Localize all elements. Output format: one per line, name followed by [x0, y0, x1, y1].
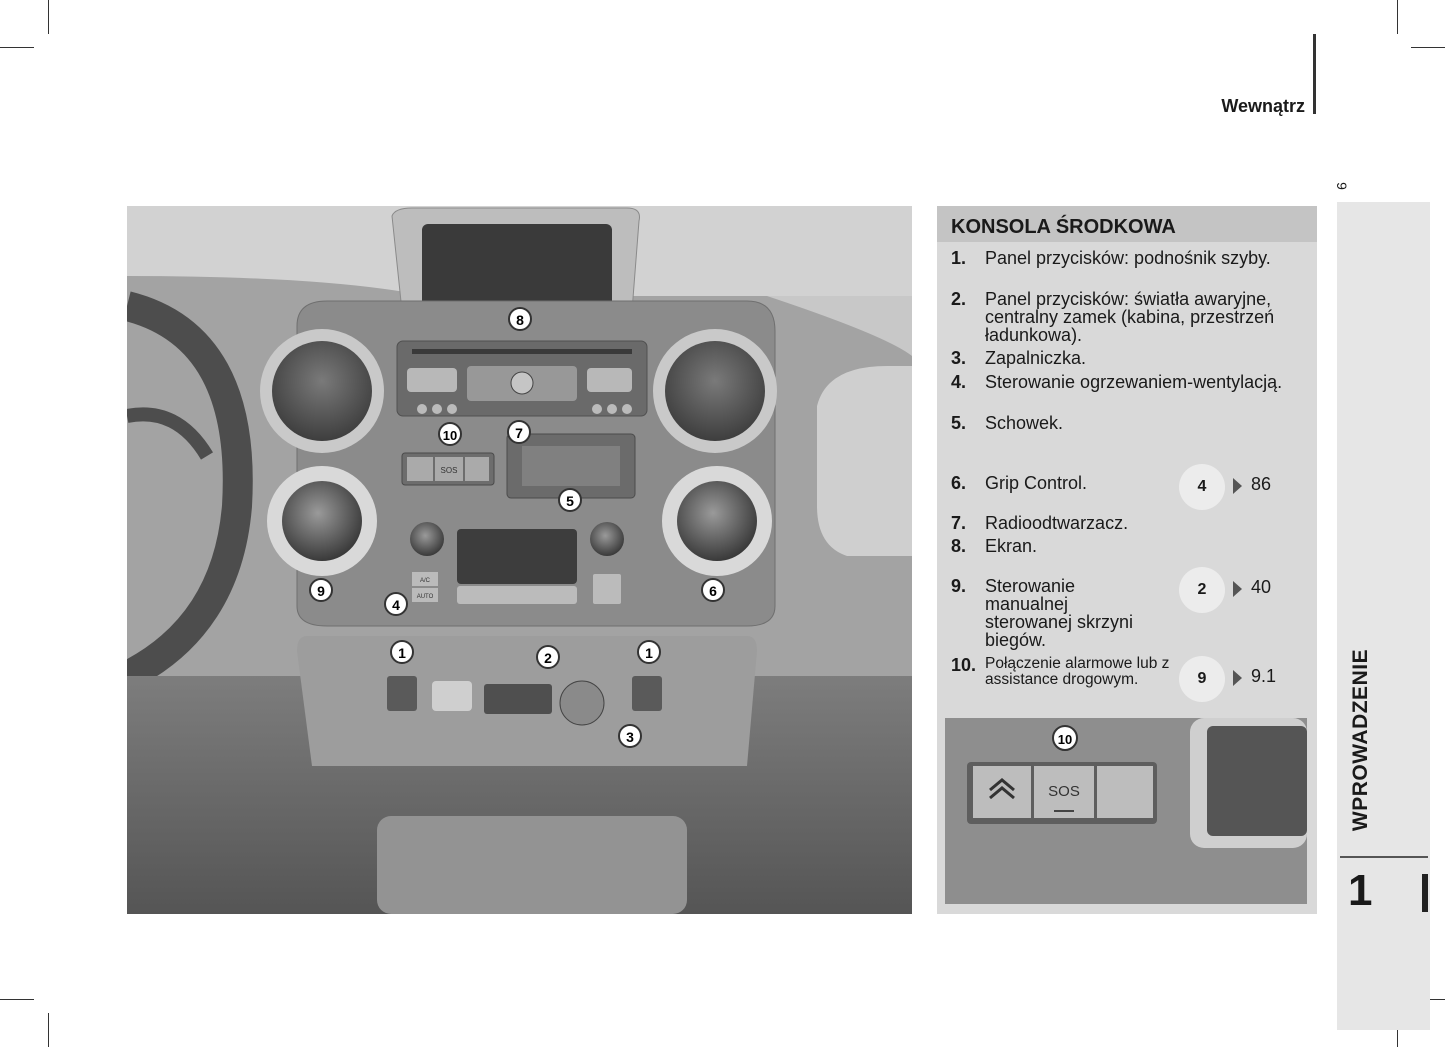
svg-text:2: 2 — [544, 650, 552, 666]
page-reference[interactable] — [1179, 656, 1299, 706]
crop-mark — [0, 999, 34, 1000]
page-number: 9 — [1333, 182, 1350, 190]
svg-text:5: 5 — [566, 493, 574, 509]
crop-mark — [1397, 0, 1398, 34]
auto-button-label: AUTO — [416, 594, 434, 600]
crop-mark — [48, 1013, 49, 1047]
console-drawing — [127, 206, 912, 914]
chapter-number: 1 — [1348, 866, 1373, 915]
arrow-right-icon — [1233, 478, 1242, 494]
svg-text:8: 8 — [516, 312, 524, 328]
svg-text:4: 4 — [392, 597, 400, 613]
ac-button-label: A/C — [419, 578, 431, 584]
svg-text:1: 1 — [645, 645, 653, 661]
callout-9 — [310, 579, 332, 601]
callout-1-left — [391, 641, 413, 663]
crop-mark — [0, 47, 34, 48]
callout-2 — [537, 646, 559, 668]
chapter-badge: 9 — [1179, 656, 1225, 702]
page-header-title: Wewnątrz — [1221, 96, 1305, 116]
svg-text:9: 9 — [317, 583, 325, 599]
callout-5 — [559, 489, 581, 511]
page-reference[interactable] — [1179, 567, 1299, 617]
crop-mark — [48, 0, 49, 34]
section-title: KONSOLA ŚRODKOWA — [937, 206, 1317, 242]
reference-page: 40 — [1251, 577, 1272, 597]
sos-detail-drawing — [945, 718, 1307, 904]
callout-1-right — [638, 641, 660, 663]
sos-label: SOS — [1048, 783, 1080, 800]
chapter-marker-bar — [1422, 874, 1428, 912]
sos-detail-illustration — [937, 714, 1317, 914]
chapter-badge: 4 — [1179, 464, 1225, 510]
sos-button-label: SOS — [440, 466, 458, 475]
arrow-right-icon — [1233, 581, 1242, 597]
reference-page: 9.1 — [1251, 666, 1277, 686]
callout-10-detail — [1053, 726, 1077, 750]
svg-text:10: 10 — [442, 428, 458, 443]
sos-detail-frame — [945, 718, 1307, 904]
callout-10 — [439, 423, 461, 445]
callout-7 — [508, 421, 530, 443]
svg-text:7: 7 — [515, 425, 523, 441]
svg-text:1: 1 — [398, 645, 406, 661]
arrow-right-icon — [1233, 670, 1242, 686]
chapter-badge: 2 — [1179, 567, 1225, 613]
reference-page: 86 — [1251, 474, 1272, 494]
svg-text:10: 10 — [1057, 732, 1073, 747]
callout-4 — [385, 593, 407, 615]
chapter-rule — [1340, 856, 1428, 858]
svg-text:6: 6 — [709, 583, 717, 599]
callout-3 — [619, 725, 641, 747]
callout-6 — [702, 579, 724, 601]
svg-text:3: 3 — [626, 729, 634, 745]
chapter-tab-label: WPROWADZENIE — [1349, 648, 1372, 832]
crop-mark — [1411, 47, 1445, 48]
header-rule — [1313, 34, 1316, 114]
callout-8 — [509, 308, 531, 330]
center-console-illustration — [127, 206, 912, 914]
page-reference[interactable] — [1179, 464, 1299, 514]
center-console-info-panel: KONSOLA ŚRODKOWA 1. Panel przycisków: podnośnik szyby. 2. Panel przycisków: światła awaryjne, centralny zamek (kabina, przestrzeń ładunkowa). 3. Zapalniczka. 4. Sterowanie ogrzewaniem-wentylacją. 5. Schowek. 6. Grip Control. 7. Radioodtwarzacz. 8. Ekran. 9. Sterowanie manualnej sterowanej skrzyni biegów. 10. Połączenie alarmowe lub z assistance drogowym. 4 86 2 40 9 9.1 — [937, 206, 1317, 714]
